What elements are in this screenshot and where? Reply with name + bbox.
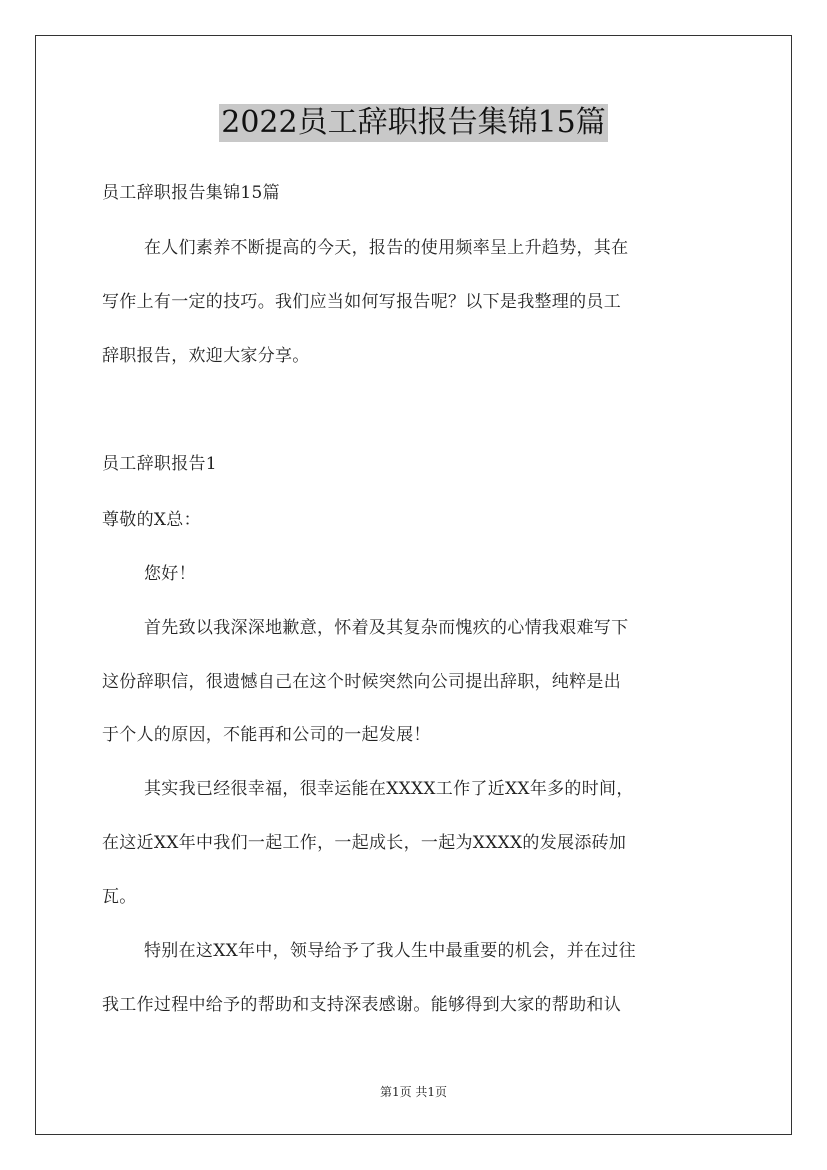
para1-line-2: 这份辞职信，很遗憾自己在这个时候突然向公司提出辞职，纯粹是出: [102, 672, 621, 692]
intro-line-1: 在人们素养不断提高的今天，报告的使用频率呈上升趋势，其在: [144, 238, 629, 258]
para1-line-3: 于个人的原因，不能再和公司的一起发展！: [102, 725, 431, 745]
document-title: 2022员工辞职报告集锦15篇: [221, 105, 606, 140]
para2-line-3: 瓦。: [102, 887, 137, 907]
para3-line-1: 特别在这XX年中，领导给予了我人生中最重要的机会，并在过往: [144, 941, 636, 961]
salutation: 尊敬的X总：: [102, 510, 201, 530]
para3-line-2: 我工作过程中给予的帮助和支持深表感谢。能够得到大家的帮助和认: [102, 995, 621, 1015]
subtitle: 员工辞职报告集锦15篇: [102, 183, 280, 203]
section-heading: 员工辞职报告1: [102, 454, 217, 474]
title-container: [0, 104, 827, 142]
page-number-footer: 第1页 共1页: [379, 1085, 448, 1099]
intro-line-2: 写作上有一定的技巧。我们应当如何写报告呢？以下是我整理的员工: [102, 292, 621, 312]
para1-line-1: 首先致以我深深地歉意，怀着及其复杂而愧疚的心情我艰难写下: [144, 618, 629, 638]
greeting: 您好！: [144, 564, 196, 584]
para2-line-1: 其实我已经很幸福，很幸运能在XXXX工作了近XX年多的时间，: [144, 779, 634, 799]
para2-line-2: 在这近XX年中我们一起工作，一起成长，一起为XXXX的发展添砖加: [102, 833, 627, 853]
intro-line-3: 辞职报告，欢迎大家分享。: [102, 346, 310, 366]
